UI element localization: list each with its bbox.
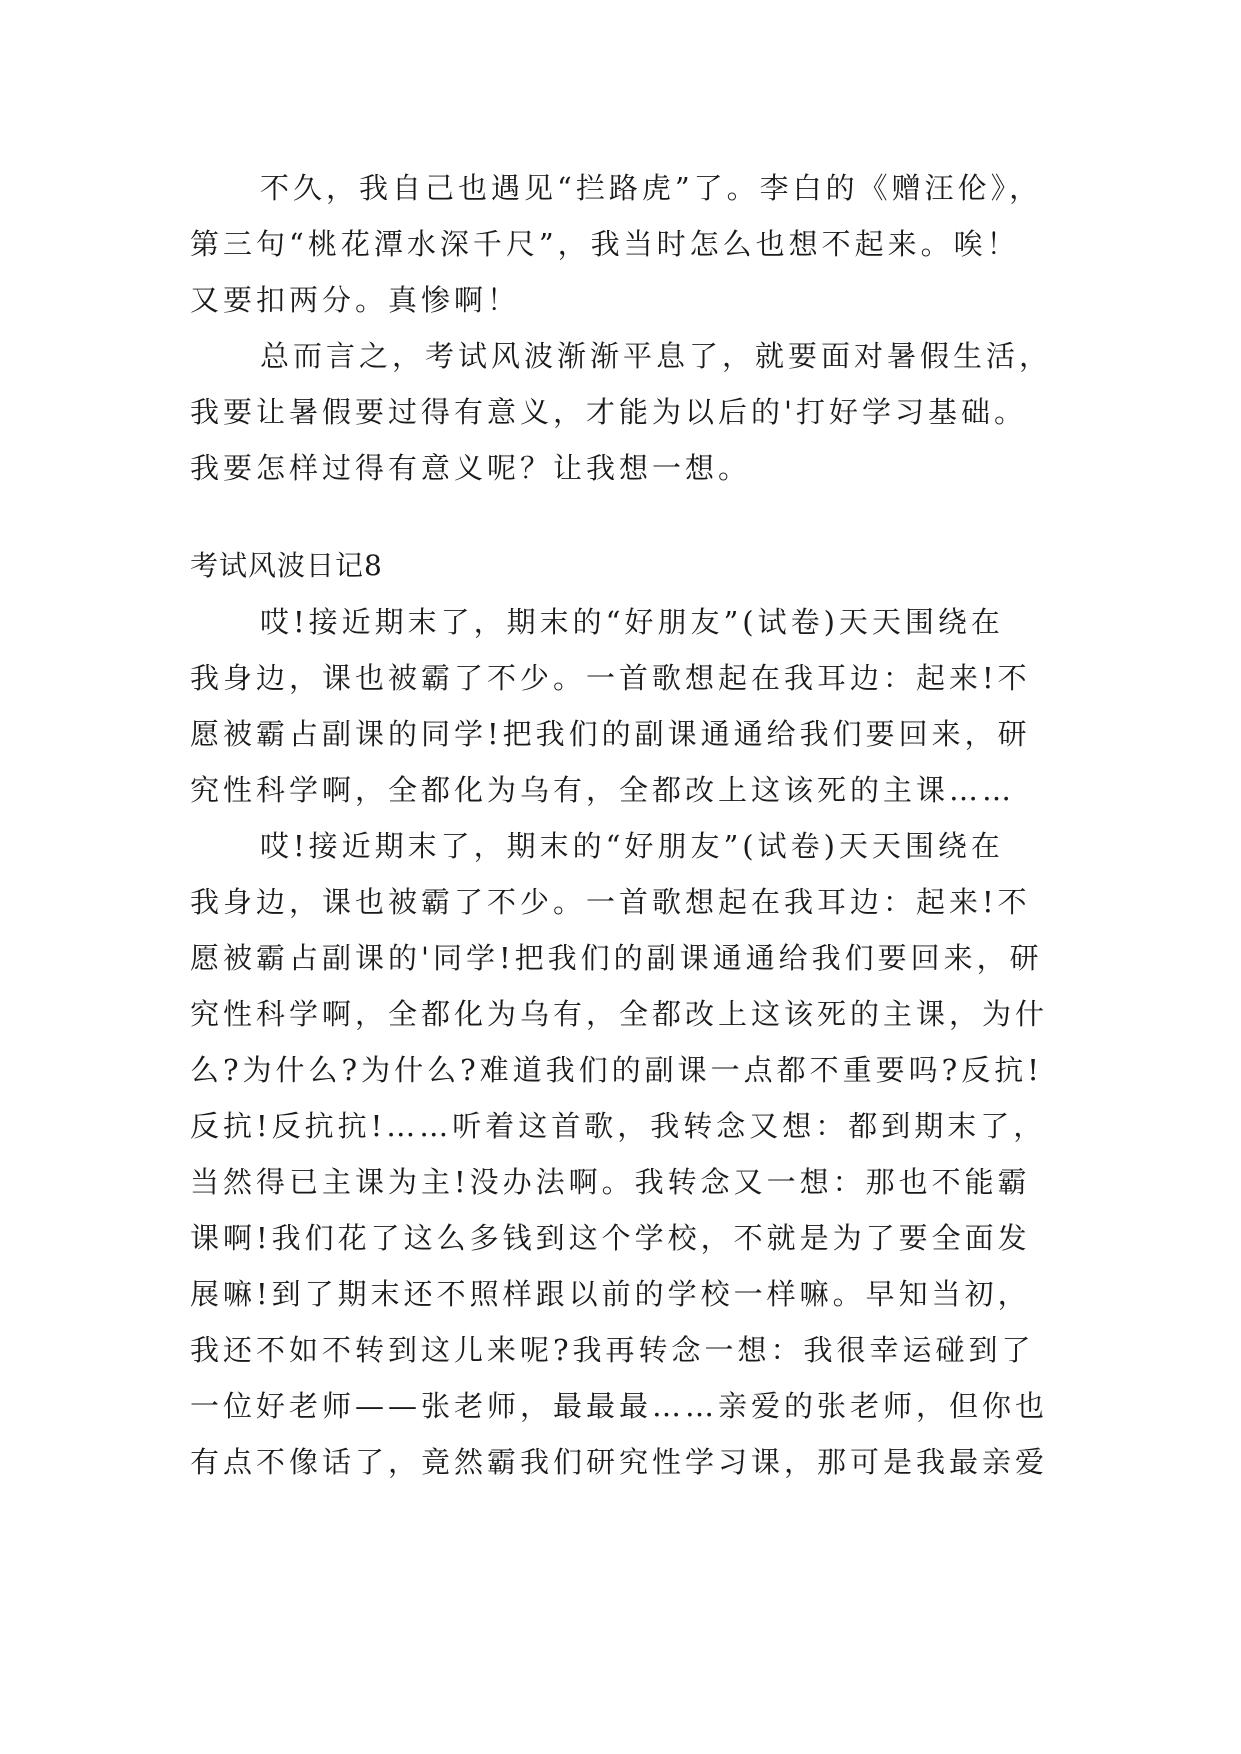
text-line: 我要怎样过得有意义呢？让我想一想。 [190,451,752,485]
text-line: 一位好老师——张老师，最最最……亲爱的张老师，但你也 [190,1389,1049,1423]
text-line: 又要扣两分。真惨啊！ [190,283,521,317]
paragraph-exam-short [190,594,1070,818]
text-line: 不久，我自己也遇见“拦路虎”了。李白的《赠汪伦》， [260,171,1043,205]
text-line: 哎!接近期末了，期末的“好朋友”(试卷)天天围绕在 [260,829,1004,863]
section-heading: 考试风波日记8 [190,549,383,582]
text-line: 当然得已主课为主!没办法啊。我转念又一想：那也不能霸 [190,1165,1031,1199]
text-line: 有点不像话了，竟然霸我们研究性学习课，那可是我最亲爱 [190,1445,1049,1479]
text-line: 第三句“桃花潭水深千尺”，我当时怎么也想不起来。唉！ [190,227,1020,261]
text-line: 愿被霸占副课的'同学!把我们的副课通通给我们要回来，研 [190,941,1043,975]
text-line: 哎!接近期末了，期末的“好朋友”(试卷)天天围绕在 [260,605,1004,639]
text-line: 我还不如不转到这儿来呢?我再转念一想：我很幸运碰到了 [190,1333,1035,1367]
text-line: 我身边，课也被霸了不少。一首歌想起在我耳边：起来!不 [190,885,1031,919]
paragraph-exam-long [190,818,1070,1490]
text-line: 我要让暑假要过得有意义，才能为以后的'打好学习基础。 [190,395,1027,429]
text-line: 究性科学啊，全都化为乌有，全都改上这该死的主课，为什 [190,997,1049,1031]
text-line: 么?为什么?为什么?难道我们的副课一点都不重要吗?反抗! [190,1053,1043,1087]
paragraph-summary [190,328,1070,496]
document-body [190,160,1070,1490]
text-line: 愿被霸占副课的同学!把我们的副课通通给我们要回来，研 [190,717,1031,751]
text-line: 反抗!反抗抗!……听着这首歌，我转念又想：都到期末了， [190,1109,1047,1143]
text-line: 总而言之，考试风波渐渐平息了，就要面对暑假生活， [260,339,1053,373]
text-line: 课啊!我们花了这么多钱到这个学校，不就是为了要全面发 [190,1221,1031,1255]
text-line: 我身边，课也被霸了不少。一首歌想起在我耳边：起来!不 [190,661,1031,695]
text-line: 展嘛!到了期末还不照样跟以前的学校一样嘛。早知当初， [190,1277,1031,1311]
paragraph-roadblock [190,160,1070,328]
text-line: 究性科学啊，全都化为乌有，全都改上这该死的主课…… [190,773,1016,807]
